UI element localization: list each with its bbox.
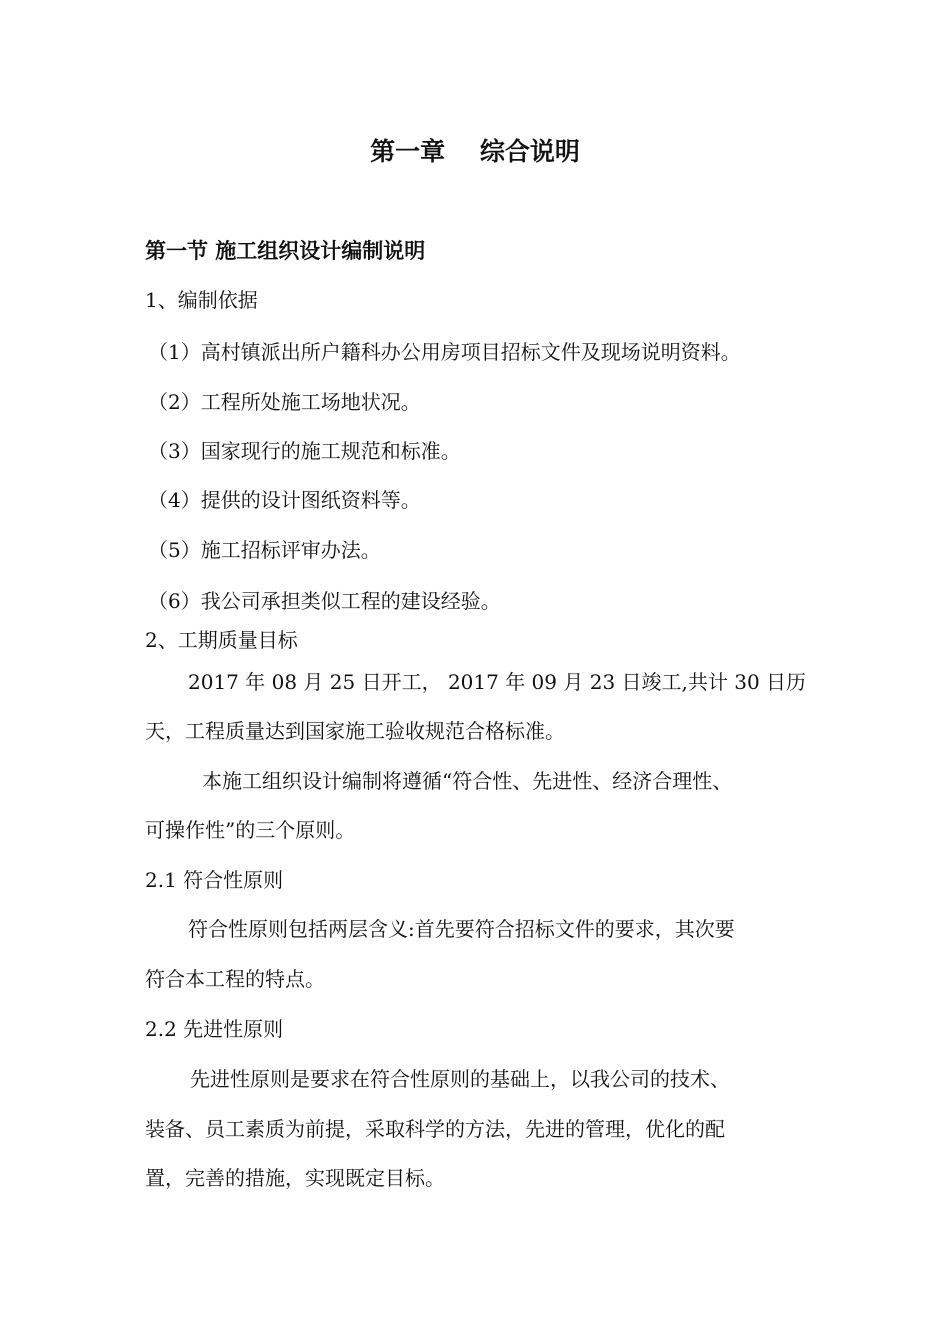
paragraph-line: 符合本工程的特点。 xyxy=(145,967,325,991)
chapter-title: 第一章 综合说明 xyxy=(370,137,580,166)
list-item: （5）施工招标评审办法。 xyxy=(148,538,381,562)
heading-conformity-principle: 2.1 符合性原则 xyxy=(145,868,284,892)
paragraph-line: 本施工组织设计编制将遵循“符合性、先进性、经济合理性、 xyxy=(202,769,733,793)
list-item: （3）国家现行的施工规范和标准。 xyxy=(148,439,461,463)
section-title: 第一节 施工组织设计编制说明 xyxy=(145,238,426,263)
paragraph-line: 可操作性”的三个原则。 xyxy=(145,818,356,842)
heading-advanced-principle: 2.2 先进性原则 xyxy=(145,1017,284,1041)
paragraph-line: 符合性原则包括两层含义:首先要符合招标文件的要求，其次要 xyxy=(188,917,735,941)
list-item: （4）提供的设计图纸资料等。 xyxy=(148,488,421,512)
paragraph-line: 置，完善的措施，实现既定目标。 xyxy=(145,1166,445,1190)
list-item: （2）工程所处施工场地状况。 xyxy=(148,390,421,414)
heading-schedule-quality: 2、工期质量目标 xyxy=(145,628,298,652)
paragraph-line: 2017 年 08 月 25 日开工， 2017 年 09 月 23 日竣工,共计 30 日历 xyxy=(188,670,807,694)
paragraph-line: 先进性原则是要求在符合性原则的基础上，以我公司的技术、 xyxy=(190,1067,730,1091)
paragraph-line: 装备、员工素质为前提，采取科学的方法，先进的管理，优化的配 xyxy=(145,1117,725,1141)
list-item: （1）高村镇派出所户籍科办公用房项目招标文件及现场说明资料。 xyxy=(148,340,741,364)
heading-compilation-basis: 1、编制依据 xyxy=(145,288,258,312)
paragraph-line: 天，工程质量达到国家施工验收规范合格标准。 xyxy=(145,719,565,743)
list-item: （6）我公司承担类似工程的建设经验。 xyxy=(148,589,501,613)
